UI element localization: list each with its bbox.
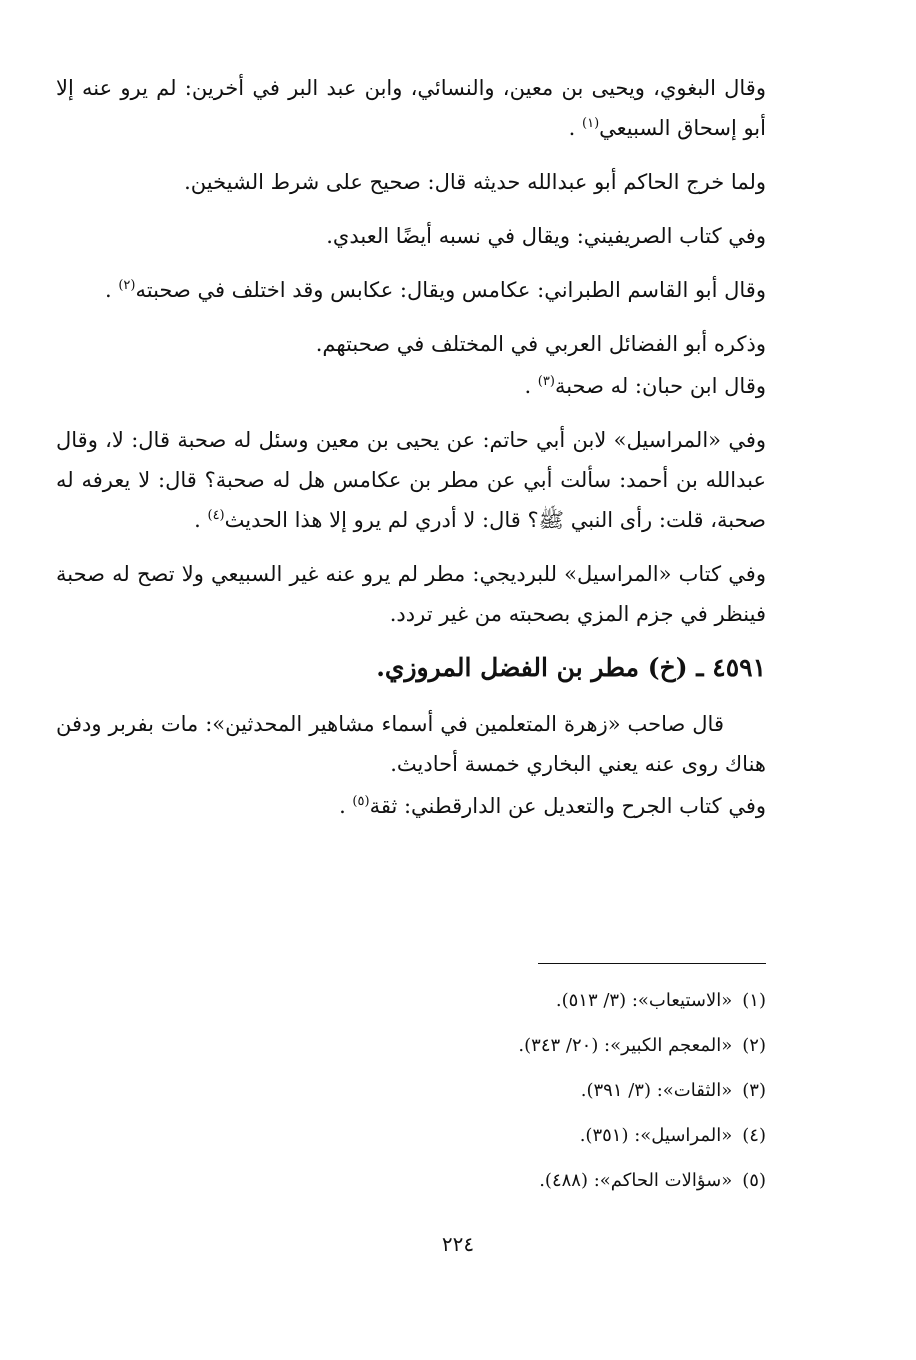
- main-text: [56, 68, 766, 840]
- footnote-number: (٢): [742, 1035, 766, 1056]
- paragraph: وفي «المراسيل» لابن أبي حاتم: عن يحيى بن معين وسئل له صحبة قال: لا، وقال عبدالله بن أحمد: سألت أبي عن مطر بن عكامس هل له صحبة؟ قال: لا يعرفه له صحبة، قلت: رأى النبي ﷺ؟ قال: لا أدري لم يرو إلا هذا الحديث$^{(٤)}$ .: [56, 428, 766, 532]
- footnotes: [346, 978, 766, 1203]
- paragraph: وقال ابن حبان: له صحبة$^{(٣)}$ .: [524, 374, 766, 398]
- paragraph: ولما خرج الحاكم أبو عبدالله حديثه قال: صحيح على شرط الشيخين.: [184, 170, 766, 194]
- footnote-divider: [538, 963, 766, 964]
- page-number: ٢٢٤: [441, 1232, 475, 1256]
- paragraph: وفي كتاب «المراسيل» للبرديجي: مطر لم يرو عنه غير السبيعي ولا تصح له صحبة فينظر في جزم المزي بصحبته من غير تردد.: [56, 562, 766, 626]
- footnote-number: (٤): [742, 1125, 766, 1146]
- footnote-ref[interactable]: (٣): [537, 374, 555, 389]
- footnote-ref[interactable]: (٥): [352, 794, 370, 809]
- paragraph: وفي كتاب الصريفيني: ويقال في نسبه أيضًا العبدي.: [326, 224, 766, 248]
- footnote-number: (١): [742, 990, 766, 1011]
- footnote-ref[interactable]: (٤): [207, 508, 225, 523]
- footnote: (٢)«المعجم الكبير»: (٢٠/ ٣٤٣).: [518, 1035, 766, 1056]
- paragraph: وفي كتاب الجرح والتعديل عن الدارقطني: ثقة$^{(٥)}$ .: [339, 794, 766, 818]
- paragraph: قال صاحب «زهرة المتعلمين في أسماء مشاهير المحدثين»: مات بفربر ودفن هناك روى عنه يعني البخاري خمسة أحاديث.: [56, 712, 766, 776]
- paragraph: وقال البغوي، ويحيى بن معين، والنسائي، وابن عبد البر في أخرين: لم يرو عنه إلا أبو إسحاق السبيعي$^{(١)}$ .: [56, 76, 766, 140]
- footnote: (١)«الاستيعاب»: (٣/ ٥١٣).: [555, 990, 766, 1011]
- entry-heading: ٤٥٩١ ـ (خ) مطر بن الفضل المروزي.: [376, 653, 766, 682]
- footnote-number: (٣): [742, 1080, 766, 1101]
- footnote: (٥)«سؤالات الحاكم»: (٤٨٨).: [539, 1170, 766, 1191]
- footnote-number: (٥): [742, 1170, 766, 1191]
- paragraph: وذكره أبو الفضائل العربي في المختلف في صحبتهم.: [315, 332, 766, 356]
- footnote: (٤)«المراسيل»: (٣٥١).: [579, 1125, 766, 1146]
- footnote-ref[interactable]: (٢): [118, 278, 136, 293]
- footnote-ref[interactable]: (١): [582, 116, 600, 131]
- footnote: (٣)«الثقات»: (٣/ ٣٩١).: [580, 1080, 766, 1101]
- paragraph: وقال أبو القاسم الطبراني: عكامس ويقال: عكابس وقد اختلف في صحبته$^{(٢)}$ .: [104, 278, 766, 302]
